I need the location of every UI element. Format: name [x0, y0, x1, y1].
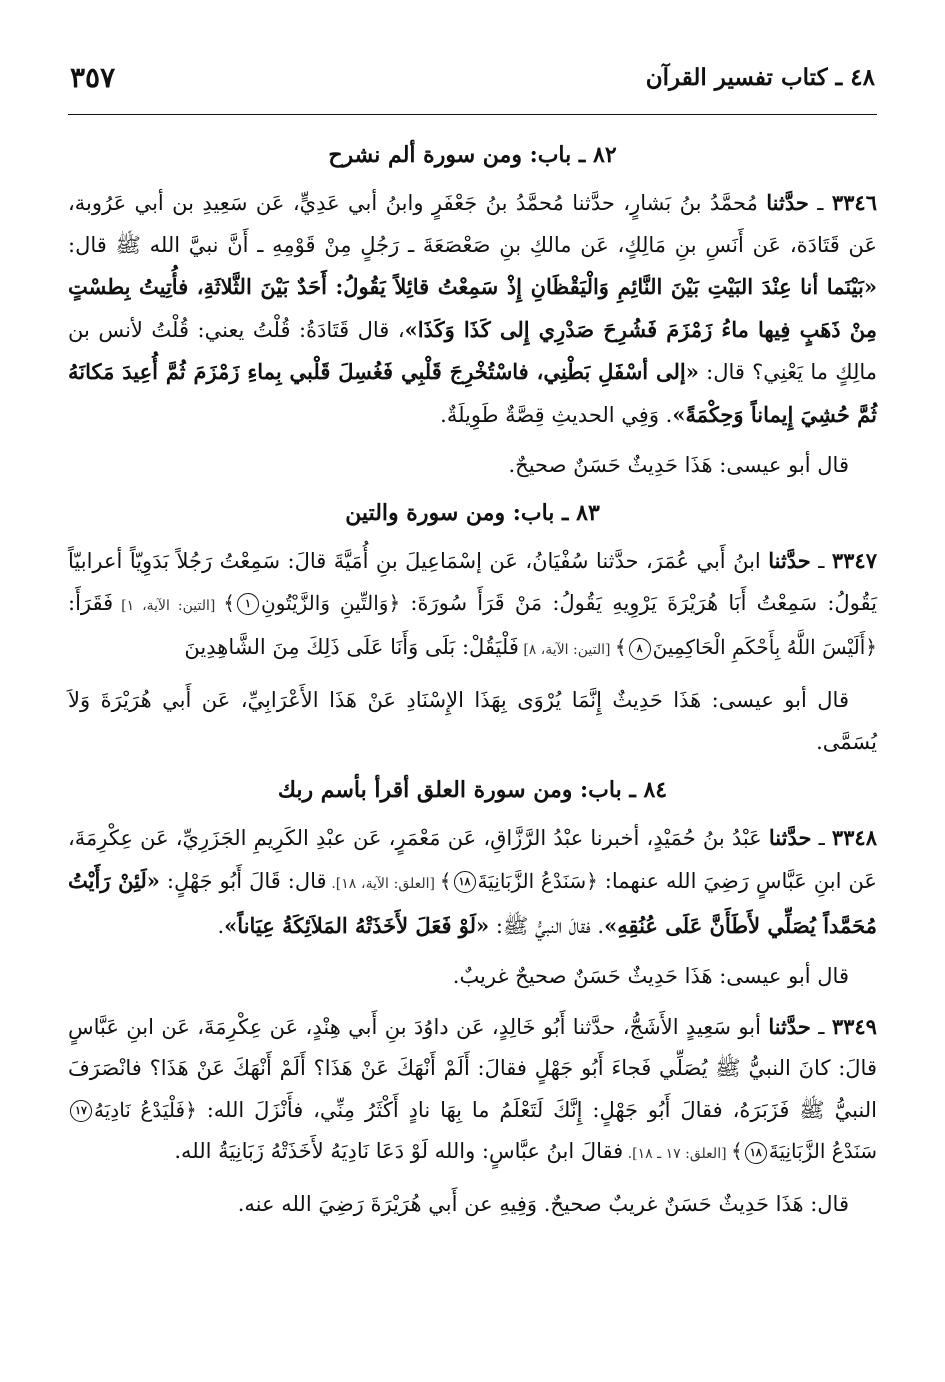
isnad-text: عَبْدُ بنُ حُمَيْدٍ، أخبرنا عبْدُ الرَّزَّاقِ، عَن مَعْمَرٍ، عَن عبْدِ الكَرِيمِ الجَزَرِيِّ، عَن عِكْرِمَةَ، عَن ابنِ عَبَّاسٍ رَضِيَ الله عنهما:: [68, 826, 877, 893]
header-rule: [68, 114, 877, 115]
quran-verse: سَنَدْعُ الزَّبَانِيَةَ: [768, 1139, 877, 1164]
hadith-paragraph: ٣٣٤٦ ـ حدَّثنا مُحمَّدُ بنُ بَشارٍ، حدَّثنا مُحمَّدُ بنُ جَعْفَرٍ وابنُ أبي عَدِيٍّ، عَن سَعِيدِ بن أبي عَرُوبة، عَن قَتَادَة، عَن أَنَسِ بنِ مَالِكٍ، عَن مالكِ بنِ صَعْصَعَةَ ـ رَجُلٍ مِنْ قَوْمِهِ ـ أَنَّ نبيَّ الله ﷺ قال: «بَيْنَما أنا عِنْدَ البَيْتِ بَيْنَ النَّائِمِ وَالْيَقْظَانِ إِذْ سَمِعْتُ قائِلاً يَقُولُ: أَحَدٌ بَيْنَ الثَّلاثَةِ، فأُتِيتُ بِطسْتٍ مِنْ ذَهَبٍ فِيها ماءُ زَمْزَمَ فَشُرِحَ صَدْرِي إِلى كَذَا وَكَذَا»، قال قَتَادَةُ: قُلْتُ يعني: قُلْتُ لأنس بن مالِكٍ ما يَعْنِي؟ قال: «إلى أسْفَلِ بَطْنِي، فاسْتُخْرِجَ قَلْبِي فَغُسِلَ قَلْبي بِماءِ زَمْزَمَ ثُمَّ أُعِيدَ مَكانَهُ ثُمَّ حُشِيَ إِيماناً وَحِكْمَةً». وَفِي الحديثِ قِصَّةٌ طَوِيلَةٌ.: [68, 190, 877, 427]
chapter-title: ٤٨ ـ كتاب تفسير القرآن: [645, 63, 875, 91]
quran-verse: ﴿فَلْيَدْعُ نَادِيَهُ: [94, 1097, 197, 1122]
hadith-number: ٣٣٤٦: [831, 190, 877, 215]
hadith-paragraph: ٣٣٤٨ ـ حدَّثنا عَبْدُ بنُ حُمَيْدٍ، أخبرنا عبْدُ الرَّزَّاقِ، عَن مَعْمَرٍ، عَن عبْدِ الكَرِيمِ الجَزَرِيِّ، عَن عِكْرِمَةَ، عَن ابنِ عَبَّاسٍ رَضِيَ الله عنهما: ﴿سَنَدْعُ الزَّبَانِيَةَ١٨﴾ [العلق: الآية، ١٨]. قال: قَالَ أَبُو جَهْلٍ: «لَئِنْ رَأَيْتُ مُحَمَّداً يُصَلِّي لأَطَأَنَّ عَلَى عُنُقِهِ». فقالَ النبيُّ ﷺ: «لَوْ فَعَلَ لأَخَذَتْهُ المَلاَئِكَةُ عِيَاناً».: [68, 825, 877, 939]
quran-verse: ﴿وَالتِّينِ وَالزَّيْتُونِ: [261, 590, 401, 615]
verse-number-marker: ١٨: [745, 1142, 767, 1164]
section-heading: ٨٣ ـ باب: ومن سورة والتين: [345, 500, 600, 527]
hadith-paragraph: ٣٣٤٩ ـ حدَّثنا أبو سَعِيدٍ الأَشَجُّ، حدَّثنا أَبُو خَالِدٍ، عَن داوُدَ بنِ أَبي هِنْدٍ، عَن عِكْرِمَةَ، عَن ابنِ عَبَّاسٍ قالَ: كانَ النبيُّ ﷺ يُصَلِّي فَجاءَ أَبُو جَهْلٍ فقالَ: أَلَمْ أَنْهَكَ عَنْ هَذَا؟ أَلَمْ أَنْهَكَ عَنْ هَذَا؟ فانْصَرَفَ النبيُّ ﷺ فَزَبَرَهُ، فقالَ أَبُو جَهْلٍ: إِنَّكَ لَتَعْلَمُ ما بِهَا نادٍ أَكْثَرُ مِنِّي، فأَنْزَلَ الله: ﴿فَلْيَدْعُ نَادِيَهُ١٧ سَنَدْعُ الزَّبَانِيَةَ١٨﴾ [العلق: ١٧ ـ ١٨]. فقالَ ابنُ عبَّاسٍ: والله لَوْ دَعَا نَادِيَهُ لأَخَذَتْهُ زَبَانِيَةُ الله.: [68, 1013, 877, 1164]
hadith-number: ٣٣٤٩: [831, 1013, 877, 1039]
verse-number-marker: ١٨: [454, 871, 476, 893]
grading-note: قال: هَذَا حَدِيثٌ حَسَنٌ غريبٌ صحيحٌ. وَفِيهِ عن أَبي هُرَيْرَةَ رَضِيَ الله عنه.: [237, 1191, 849, 1216]
verse-number-marker: ٨: [629, 638, 651, 660]
verse-reference: [العلق: ١٧ ـ ١٨].: [623, 1146, 732, 1163]
narration-label: حدَّثنا: [768, 825, 812, 851]
prophetic-quote: «بَيْنَما أنا عِنْدَ البَيْتِ بَيْنَ النَّائِمِ وَالْيَقْظَانِ إِذْ سَمِعْتُ قائِلاً يَقُولُ: أَحَدٌ بَيْنَ الثَّلاثَةِ، فأُتِيتُ بِطسْتٍ مِنْ ذَهَبٍ فِيها ماءُ زَمْزَمَ فَشُرِحَ صَدْرِي إِلى كَذَا وَكَذَا»: [68, 274, 877, 342]
hadith-text: ، قال قَتَادَةُ: قُلْتُ يعني: قُلْتُ لأنس بن مالِكٍ ما يَعْنِي؟ قال:: [68, 317, 877, 385]
hadith-number: ٣٣٤٧: [831, 548, 877, 574]
hadith-text: فقالَ ابنُ عبَّاسٍ: والله لَوْ دَعَا نَادِيَهُ لأَخَذَتْهُ زَبَانِيَةُ الله.: [174, 1139, 624, 1164]
quran-verse: ﴿سَنَدْعُ الزَّبَانِيَةَ: [477, 868, 598, 893]
section-heading: ٨٢ ـ باب: ومن سورة ألم نشرح: [328, 142, 617, 168]
hadith-text: .: [217, 914, 225, 939]
running-header: [70, 52, 875, 102]
hadith-text: . وَفِي الحديثِ قِصَّةٌ طَوِيلَةٌ.: [440, 402, 673, 427]
verse-bracket: ﴾: [731, 1139, 743, 1164]
verse-reference: [العلق: الآية، ١٨].: [326, 875, 440, 892]
prophetic-quote: «إلى أسْفَلِ بَطْنِي، فاسْتُخْرِجَ قَلْبِي فَغُسِلَ قَلْبي بِماءِ زَمْزَمَ ثُمَّ أُعِيدَ مَكانَهُ ثُمَّ حُشِيَ إِيماناً وَحِكْمَةً»: [68, 359, 877, 427]
isnad-text: ابنُ أَبي عُمَرَ، حدَّثنا سُفْيَانُ، عَن إسْمَاعِيلَ بنِ أُمَيَّةَ قالَ: سَمِعْتُ رَجُلاً بَدَوِيّاً أعرابيّاً يَقُولُ: سَمِعْتُ أَبَا هُرَيْرَةَ يَرْوِيهِ يَقُولُ: مَنْ قَرَأَ سُورَةَ:: [68, 549, 877, 615]
verse-number-marker: ١٧: [70, 1100, 92, 1122]
hadith-text: . فقالَ النبيُّ ﷺ:: [489, 914, 605, 939]
page-body: [68, 128, 877, 1225]
page-number: ٣٥٧: [70, 60, 116, 94]
isnad-text: أبو سَعِيدٍ الأَشَجُّ، حدَّثنا أَبُو خَالِدٍ، عَن داوُدَ بنِ أَبي هِنْدٍ، عَن عِكْرِمَةَ، عَن ابنِ عَبَّاسٍ قالَ: كانَ النبيُّ ﷺ يُصَلِّي فَجاءَ أَبُو جَهْلٍ فقالَ: أَلَمْ أَنْهَكَ عَنْ هَذَا؟ أَلَمْ أَنْهَكَ عَنْ هَذَا؟ فانْصَرَفَ النبيُّ ﷺ فَزَبَرَهُ، فقالَ أَبُو جَهْلٍ: إِنَّكَ لَتَعْلَمُ ما بِهَا نادٍ أَكْثَرُ مِنِّي، فأَنْزَلَ الله:: [68, 1014, 877, 1122]
grading-note: قال أبو عيسى: هَذَا حَدِيثٌ حَسَنٌ صحيحٌ.: [508, 452, 849, 477]
quoted-speech: «لَئِنْ رَأَيْتُ مُحَمَّداً يُصَلِّي لأَطَأَنَّ عَلَى عُنُقِهِ»: [68, 867, 877, 939]
verse-number-marker: ١: [237, 593, 259, 615]
hadith-text: قال: قَالَ أَبُو جَهْلٍ:: [159, 868, 327, 893]
hadith-number: ٣٣٤٨: [831, 825, 877, 851]
narration-label: حدَّثنا: [768, 548, 811, 574]
hadith-text: فَقَرَأَ:: [68, 590, 114, 615]
grading-note: قال أبو عيسى: هَذَا حَدِيثٌ إِنَّمَا يُرْوَى بِهَذَا الإِسْنَادِ عَنْ هَذَا الأَعْرَابِيِّ، عَن أَبي هُرَيْرَةَ وَلاَ يُسَمَّى.: [68, 687, 877, 754]
verse-bracket: ﴾: [614, 635, 627, 660]
hadith-text: فَلْيَقُلْ: بَلَى وَأَنَا عَلَى ذَلِكَ مِنَ الشَّاهِدِينَ: [184, 635, 519, 660]
narration-label: حدَّثنا: [768, 1013, 811, 1039]
section-heading: ٨٤ ـ باب: ومن سورة العلق أقرأ بأسم ربك: [277, 777, 668, 804]
narration-label: حدَّثنا: [766, 190, 809, 215]
verse-reference: [التين: الآية، ١]: [113, 597, 224, 614]
prophetic-quote: «لَوْ فَعَلَ لأَخَذَتْهُ المَلاَئِكَةُ عِيَاناً»: [224, 913, 490, 939]
hadith-paragraph: ٣٣٤٧ ـ حدَّثنا ابنُ أَبي عُمَرَ، حدَّثنا سُفْيَانُ، عَن إسْمَاعِيلَ بنِ أُمَيَّةَ قالَ: سَمِعْتُ رَجُلاً بَدَوِيّاً أعرابيّاً يَقُولُ: سَمِعْتُ أَبَا هُرَيْرَةَ يَرْوِيهِ يَقُولُ: مَنْ قَرَأَ سُورَةَ: ﴿وَالتِّينِ وَالزَّيْتُونِ١﴾ [التين: الآية، ١] فَقَرَأَ: ﴿أَلَيْسَ اللَّهُ بِأَحْكَمِ الْحَاكِمِينَ٨﴾ [التين: الآية، ٨] فَلْيَقُلْ: بَلَى وَأَنَا عَلَى ذَلِكَ مِنَ الشَّاهِدِينَ: [68, 548, 877, 660]
verse-bracket: ﴾: [223, 590, 236, 615]
grading-note: قال أبو عيسى: هَذَا حَدِيثٌ حَسَنٌ صحيحٌ غريبٌ.: [452, 963, 849, 988]
quran-verse: ﴿أَلَيْسَ اللَّهُ بِأَحْكَمِ الْحَاكِمِينَ: [652, 635, 877, 660]
verse-bracket: ﴾: [439, 868, 452, 893]
verse-reference: [التين: الآية، ٨]: [518, 642, 615, 659]
isnad-text: مُحمَّدُ بنُ بَشارٍ، حدَّثنا مُحمَّدُ بنُ جَعْفَرٍ وابنُ أبي عَدِيٍّ، عَن سَعِيدِ بن أبي عَرُوبة، عَن قَتَادَة، عَن أَنَسِ بنِ مَالِكٍ، عَن مالكِ بنِ صَعْصَعَةَ ـ رَجُلٍ مِنْ قَوْمِهِ ـ أَنَّ نبيَّ الله ﷺ قال:: [68, 191, 877, 257]
